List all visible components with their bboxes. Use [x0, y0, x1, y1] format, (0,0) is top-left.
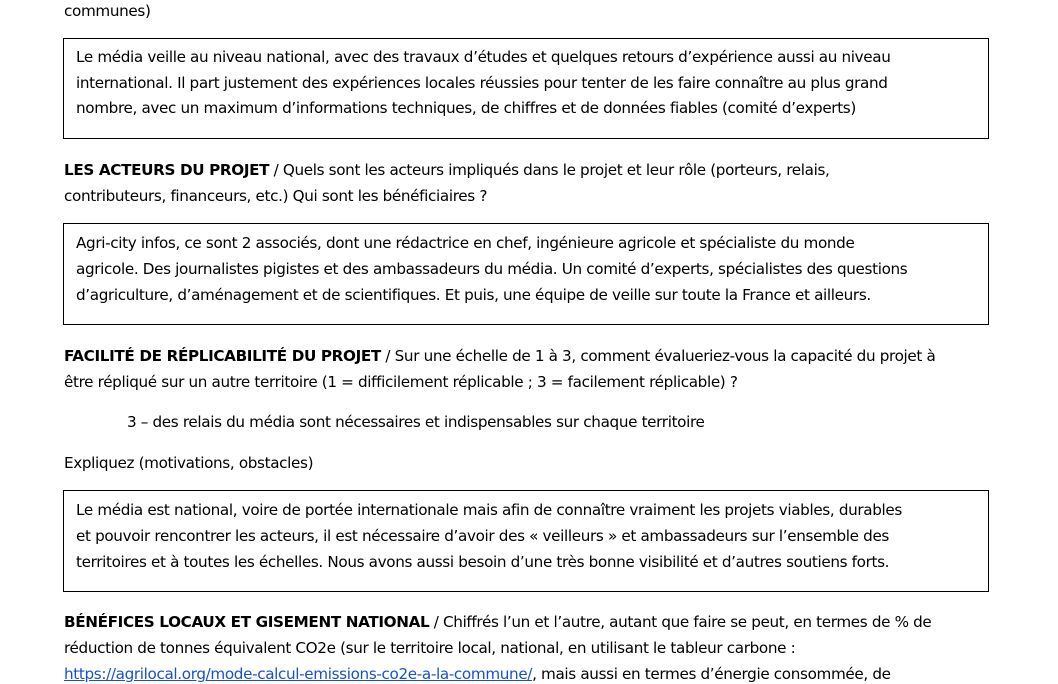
answer-line: Le média est national, voire de portée internationale mais afin de connaître vraiment les projets viables, durables [76, 501, 902, 519]
acteurs-heading: LES ACTEURS DU PROJET [64, 161, 270, 179]
answer-line: Agri-city infos, ce sont 2 associés, dont une rédactrice en chef, ingénieure agricole et spécialiste du monde [76, 234, 855, 252]
replicabilite-heading: FACILITÉ DE RÉPLICABILITÉ DU PROJET [64, 347, 381, 365]
answer-line: agricole. Des journalistes pigistes et des ambassadeurs du média. Un comité d’experts, spécialistes des questions [76, 260, 908, 278]
answer-box-replicabilite [63, 490, 989, 592]
answer-line: nombre, avec un maximum d’informations techniques, de chiffres et de données fiables (comité d’experts) [76, 99, 856, 117]
acteurs-question-text: / Quels sont les acteurs impliqués dans le projet et leur rôle (porteurs, relais, [269, 161, 830, 179]
intro-tail-text: communes) [64, 2, 151, 20]
benefices-question-line3-tail: , mais aussi en termes d’énergie consommée, de [532, 665, 891, 683]
answer-box-acteurs [63, 223, 989, 325]
benefices-question [64, 612, 931, 632]
replicabilite-question [64, 346, 935, 366]
answer-line: d’agriculture, d’aménagement et de scientifiques. Et puis, une équipe de veille sur toute la France et ailleurs. [76, 286, 871, 304]
benefices-question-line2: réduction de tonnes équivalent CO2e (sur le territoire local, national, en utilisant le tableur carbone : [64, 639, 796, 657]
acteurs-question-line2: contributeurs, financeurs, etc.) Qui sont les bénéficiaires ? [64, 187, 488, 205]
answer-box-veille [63, 38, 989, 139]
answer-line: Le média veille au niveau national, avec des travaux d’études et quelques retours d’expérience aussi au niveau [76, 48, 891, 66]
benefices-heading: BÉNÉFICES LOCAUX ET GISEMENT NATIONAL [64, 613, 430, 631]
answer-line: territoires et à toutes les échelles. Nous avons aussi besoin d’une très bonne visibilité et d’autres soutiens forts. [76, 553, 890, 571]
benefices-question-line3 [64, 664, 891, 684]
replicabilite-answer: 3 – des relais du média sont nécessaires et indispensables sur chaque territoire [127, 413, 705, 431]
benefices-question-text: / Chiffrés l’un et l’autre, autant que faire se peut, en termes de % de [429, 613, 932, 631]
answer-line: international. Il part justement des expériences locales réussies pour tenter de les faire connaître au plus grand [76, 74, 888, 92]
acteurs-question [64, 160, 830, 180]
replicabilite-question-text: / Sur une échelle de 1 à 3, comment évalueriez-vous la capacité du projet à [380, 347, 936, 365]
tableur-carbone-link[interactable]: https://agrilocal.org/mode-calcul-emissions-co2e-a-la-commune/ [64, 665, 533, 683]
explain-prompt: Expliquez (motivations, obstacles) [64, 454, 314, 472]
replicabilite-question-line2: être répliqué sur un autre territoire (1 = difficilement réplicable ; 3 = facilement réplicable) ? [64, 373, 738, 391]
answer-line: et pouvoir rencontrer les acteurs, il est nécessaire d’avoir des « veilleurs » et ambassadeurs sur l’ensemble des [76, 527, 889, 545]
